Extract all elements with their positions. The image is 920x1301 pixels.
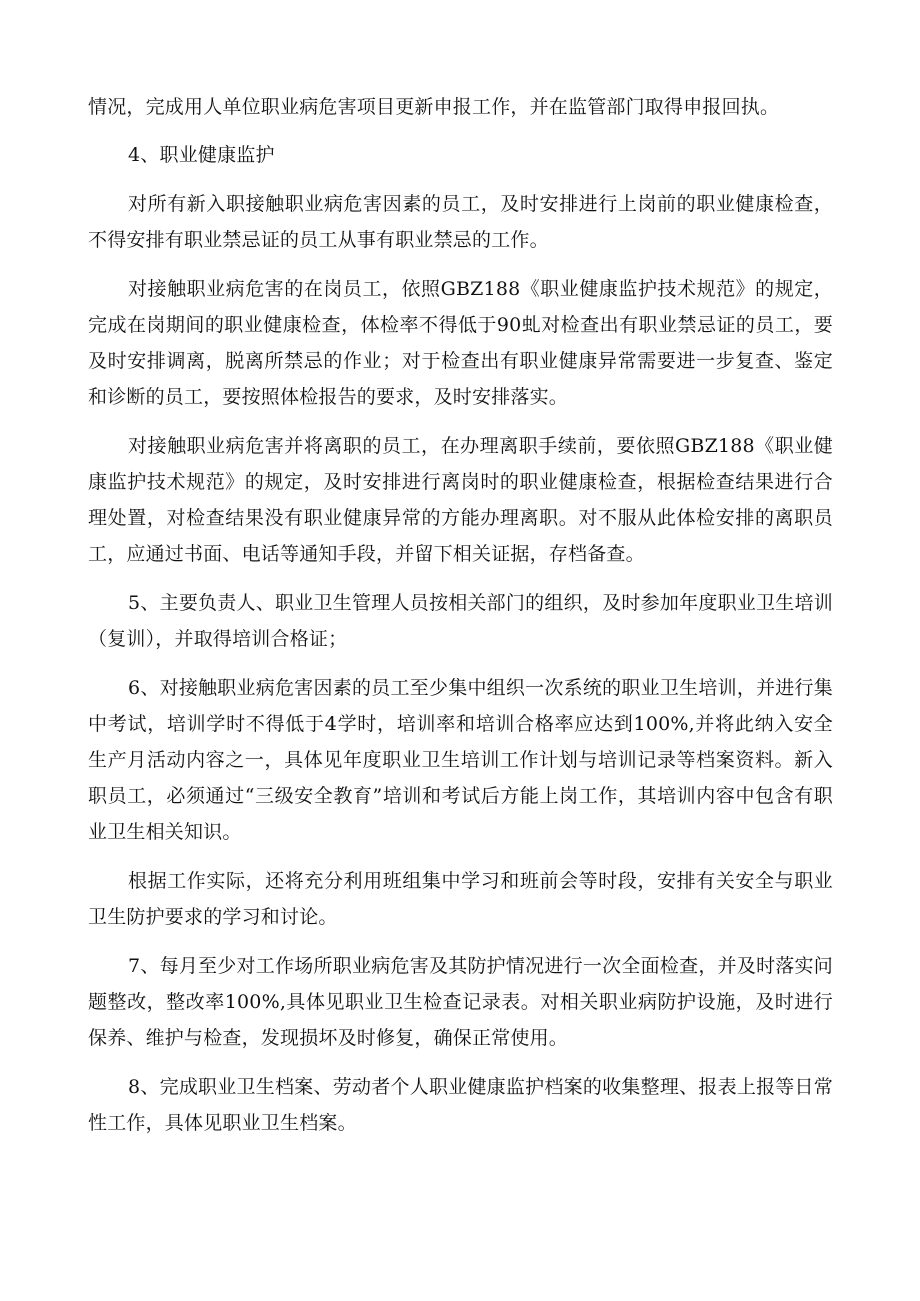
paragraph-item-8-archives: 8、完成职业卫生档案、劳动者个人职业健康监护档案的收集整理、报表上报等日常性工作，具体见职业卫生档案。 xyxy=(88,1076,833,1134)
paragraph-pre-employment-exam: 对所有新入职接触职业病危害因素的员工，及时安排进行上岗前的职业健康检查，不得安排有职业禁忌证的员工从事有职业禁忌的工作。 xyxy=(88,193,833,251)
paragraph-departure-exam: 对接触职业病危害并将离职的员工，在办理离职手续前，要依照GBZ188《职业健康监护技术规范》的规定，及时安排进行离岗时的职业健康检查，根据检查结果进行合理处置，对检查结果没有职业健康异常的方能办理离职。对不服从此体检安排的离职员工，应通过书面、电话等通知手段，并留下相关证据，存档备查。 xyxy=(88,435,833,565)
paragraph-continuation: 情况，完成用人单位职业病危害项目更新申报工作，并在监管部门取得申报回执。 xyxy=(88,96,780,118)
document-body xyxy=(88,89,833,1154)
paragraph-item-7-inspection: 7、每月至少对工作场所职业病危害及其防护情况进行一次全面检查，并及时落实问题整改，整改率100%,具体见职业卫生检查记录表。对相关职业病防护设施，及时进行保养、维护与检查，发现损坏及时修复，确保正常使用。 xyxy=(88,955,833,1049)
paragraph-on-duty-exam: 对接触职业病危害的在岗员工，依照GBZ188《职业健康监护技术规范》的规定，完成在岗期间的职业健康检查，体检率不得低于90虬对检查出有职业禁忌证的员工，要及时安排调离，脱离所禁忌的作业；对于检查出有职业健康异常需要进一步复查、鉴定和诊断的员工，要按照体检报告的要求，及时安排落实。 xyxy=(88,278,833,408)
paragraph-team-study: 根据工作实际，还将充分利用班组集中学习和班前会等时段，安排有关安全与职业卫生防护要求的学习和讨论。 xyxy=(88,870,833,928)
paragraph-item-6-employee-training: 6、对接触职业病危害因素的员工至少集中组织一次系统的职业卫生培训，并进行集中考试，培训学时不得低于4学时，培训率和培训合格率应达到100%,并将此纳入安全生产月活动内容之一，具体见年度职业卫生培训工作计划与培训记录等档案资料。新入职员工，必须通过“三级安全教育”培训和考试后方能上岗工作，其培训内容中包含有职业卫生相关知识。 xyxy=(88,677,833,843)
paragraph-item-5-training: 5、主要负责人、职业卫生管理人员按相关部门的组织，及时参加年度职业卫生培训（复训），并取得培训合格证； xyxy=(88,592,833,650)
section-heading-health-monitoring: 4、职业健康监护 xyxy=(128,144,275,166)
